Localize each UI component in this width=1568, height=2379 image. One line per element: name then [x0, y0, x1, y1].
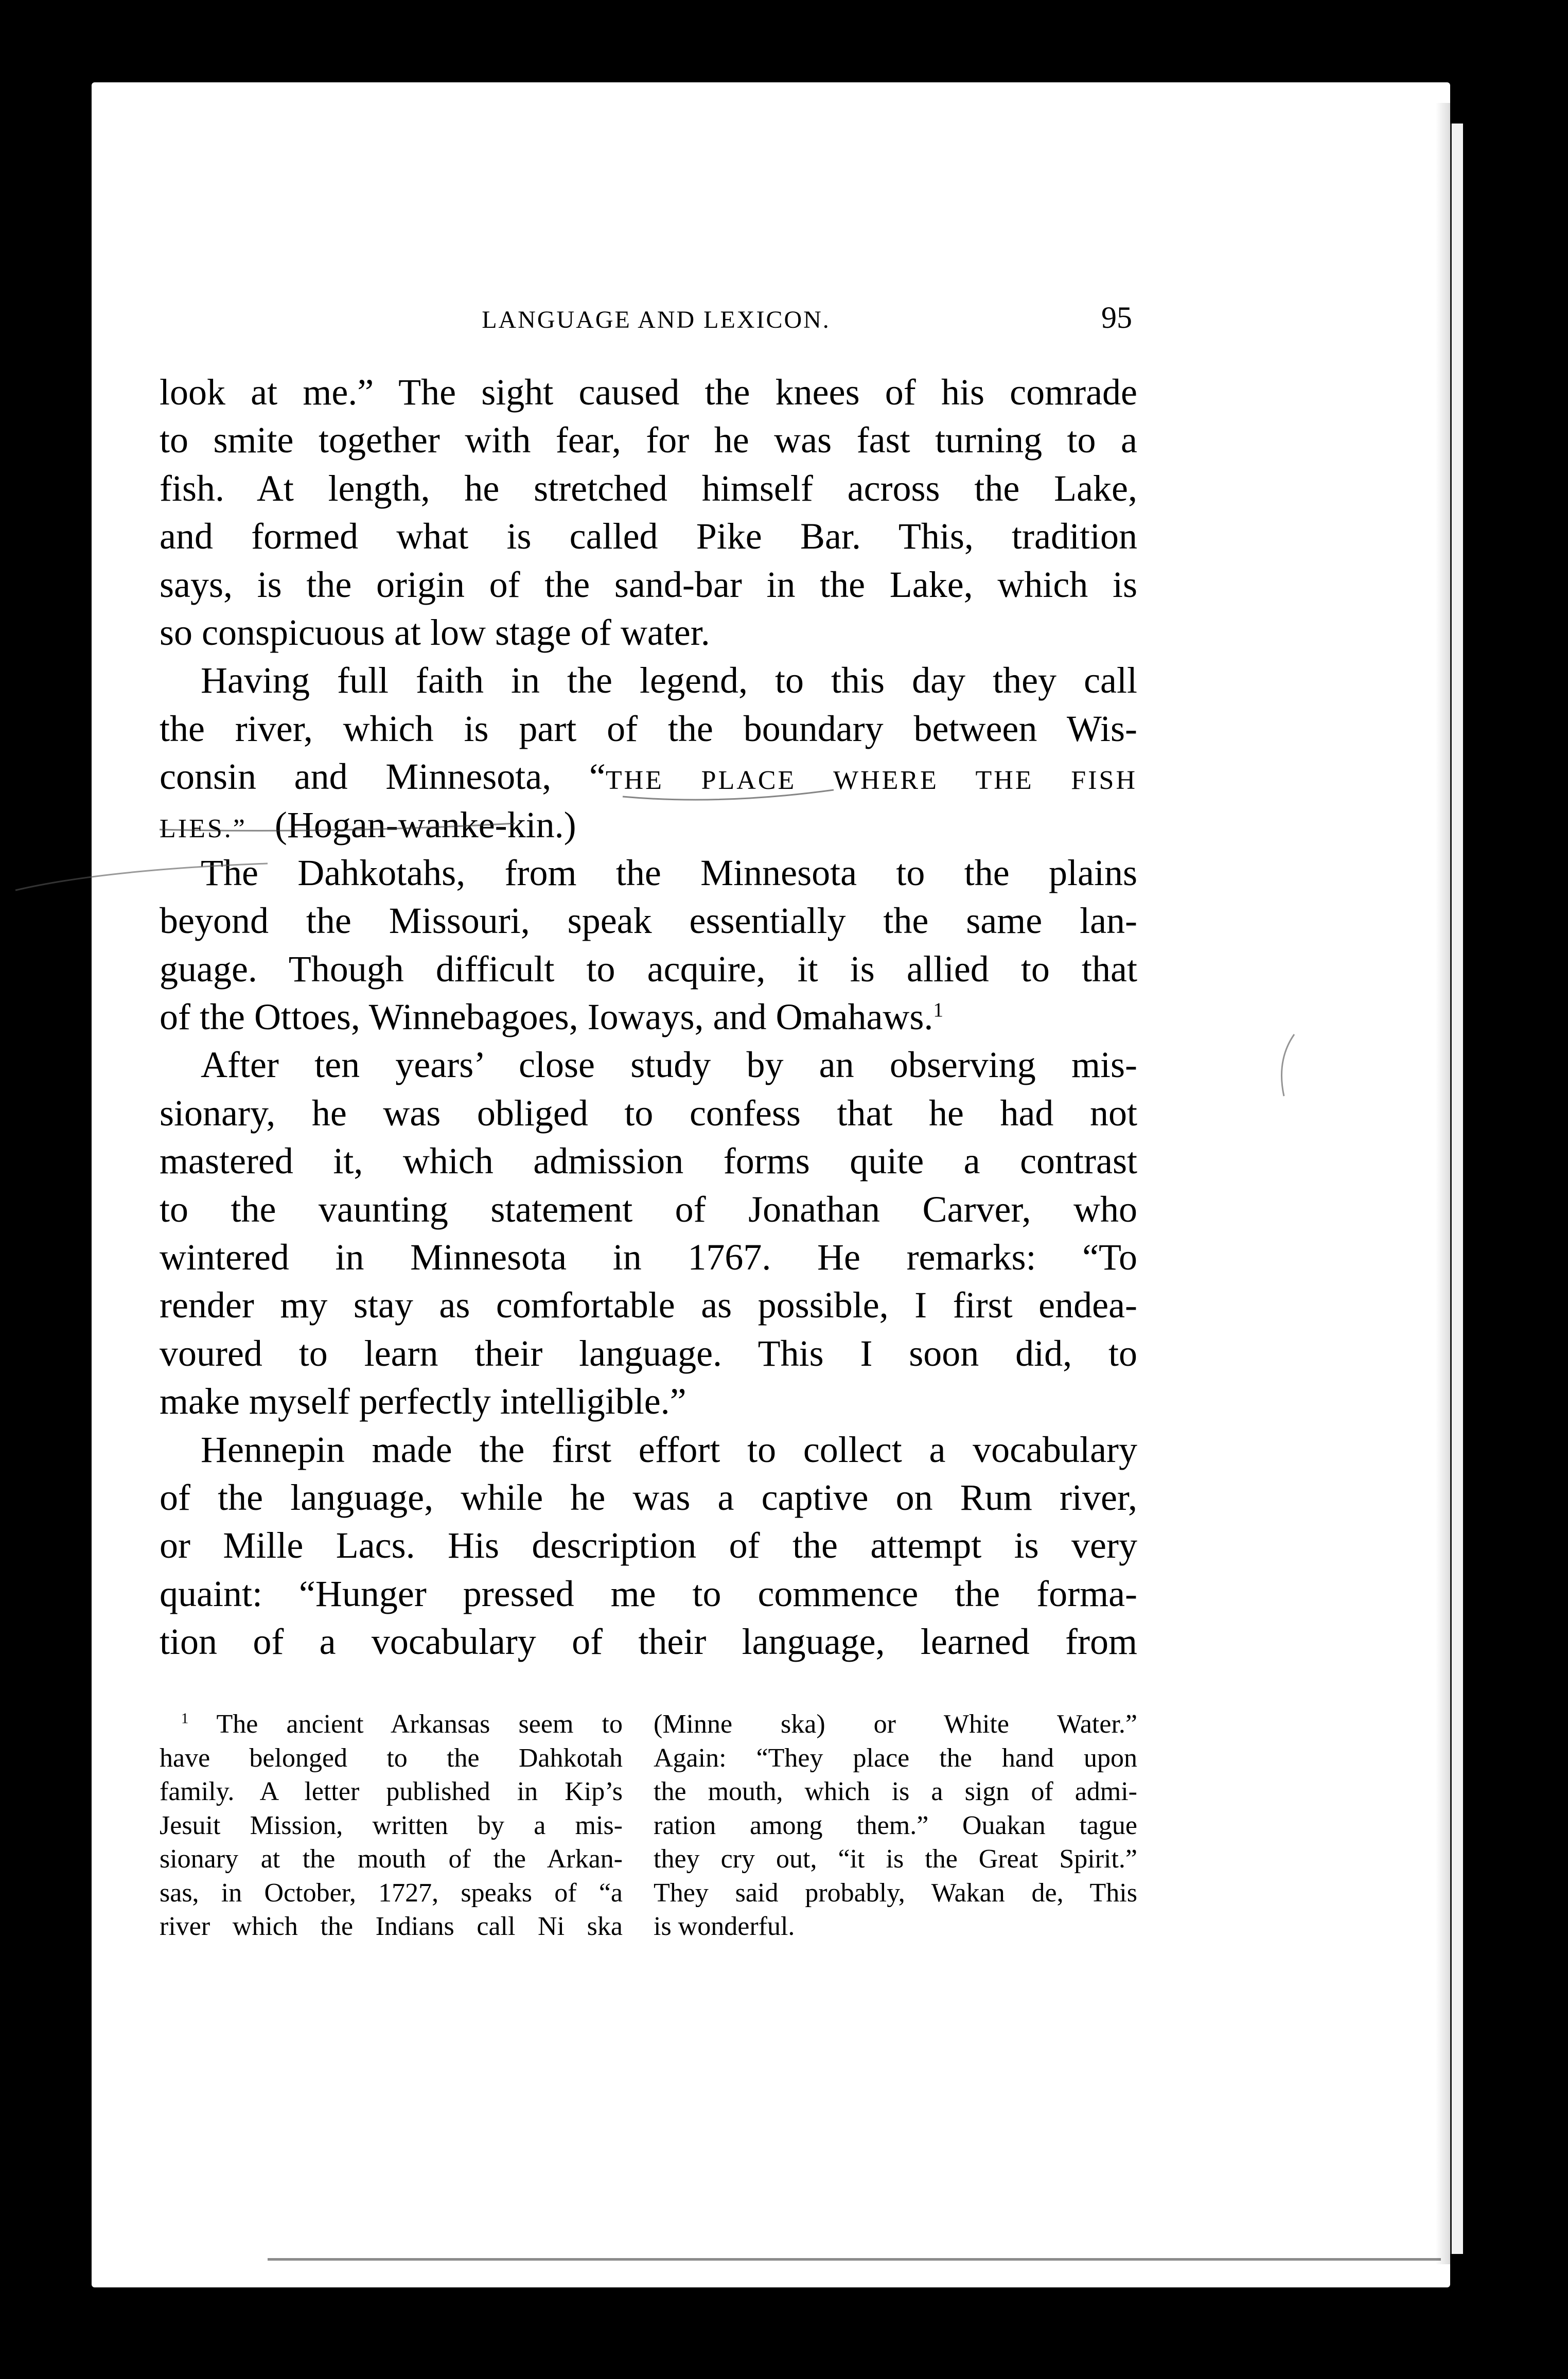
footnote-line: sas, in October, 1727, speaks of “a — [160, 1878, 623, 1908]
footnote-line: They said probably, Wakan de, This — [654, 1878, 1137, 1908]
footnote-line: is wonderful. — [654, 1912, 795, 1941]
footnote-line-text: The ancient Arkansas seem to — [188, 1710, 623, 1739]
body-line: wintered in Minnesota in 1767. He remarks: “To — [160, 1237, 1137, 1278]
body-line: After ten years’ close study by an observing mis- — [201, 1044, 1137, 1086]
book-edge — [1450, 124, 1463, 2254]
body-line: render my stay as comfortable as possible, I first endea- — [160, 1284, 1137, 1326]
footnote-ref: 1 — [933, 998, 944, 1021]
footnote-marker: 1 — [181, 1711, 189, 1727]
footnote-line: the mouth, which is a sign of admi- — [654, 1777, 1137, 1806]
body-line: quaint: “Hunger pressed me to commence the forma- — [160, 1573, 1137, 1614]
page-number: 95 — [1101, 301, 1132, 334]
body-line: look at me.” The sight caused the knees of his comrade — [160, 372, 1137, 413]
footnote-line: (Minne ska) or White Water.” — [654, 1710, 1137, 1739]
body-line: mastered it, which admission forms quite a contrast — [160, 1140, 1137, 1182]
footnote-line: ration among them.” Ouakan tague — [654, 1810, 1137, 1840]
body-line: sionary, he was obliged to confess that he had not — [160, 1092, 1137, 1134]
body-line: or Mille Lacs. His description of the attempt is very — [160, 1525, 1137, 1566]
body-line: Having full faith in the legend, to this day they call — [201, 660, 1137, 701]
footnote-line: Jesuit Mission, written by a mis- — [160, 1810, 623, 1840]
footnote-line: sionary at the mouth of the Arkan- — [160, 1844, 623, 1874]
body-text — [160, 368, 1137, 1665]
running-head-title: LANGUAGE AND LEXICON. — [482, 306, 831, 333]
body-line: says, is the origin of the sand-bar in the Lake, which is — [160, 563, 1137, 605]
footnotes — [160, 1707, 1137, 1975]
small-caps-word: LIES.” — [160, 814, 247, 843]
dakota-name: (Hogan-wanke-kin.) — [274, 804, 576, 845]
footnote-line: Again: “They place the hand upon — [654, 1743, 1137, 1773]
footnote-column-right — [654, 1707, 1137, 1944]
footnote-line: they cry out, “it is the Great Spirit.” — [654, 1844, 1137, 1874]
body-line: make myself perfectly intelligible.” — [160, 1381, 686, 1422]
body-line: to the vaunting statement of Jonathan Carver, who — [160, 1188, 1137, 1230]
body-line: to smite together with fear, for he was fast turning to a — [160, 419, 1137, 461]
page-edge-shade — [1436, 103, 1450, 2264]
running-head — [160, 299, 1153, 341]
footnote-line — [160, 1707, 623, 1741]
footnote-line: have belonged to the Dahkotah — [160, 1743, 623, 1773]
footnote-line: river which the Indians call Ni ska — [160, 1912, 623, 1941]
body-line-part: of the Ottoes, Winnebagoes, Ioways, and Omahaws. — [160, 996, 933, 1038]
body-line: tion of a vocabulary of their language, learned from — [160, 1621, 1137, 1663]
body-line-minnesota — [160, 753, 1137, 801]
body-line-lies — [160, 801, 1137, 849]
footnote-column-left — [160, 1707, 623, 1944]
bottom-edge-mark — [268, 2258, 1441, 2261]
body-line-part: consin and Minnesota, “ — [160, 756, 606, 798]
body-line: so conspicuous at low stage of water. — [160, 611, 710, 653]
footnote-line: family. A letter published in Kip’s — [160, 1777, 623, 1806]
body-line: Hennepin made the first effort to collect a vocabulary — [201, 1429, 1137, 1470]
body-line: guage. Though difficult to acquire, it is allied to that — [160, 948, 1137, 990]
small-caps-phrase: THE PLACE WHERE THE FISH — [605, 766, 1137, 796]
body-line: fish. At length, he stretched himself across the Lake, — [160, 467, 1137, 509]
body-line: and formed what is called Pike Bar. This, tradition — [160, 516, 1137, 557]
body-line: of the language, while he was a captive on Rum river, — [160, 1476, 1137, 1518]
body-line: beyond the Missouri, speak essentially the same lan- — [160, 900, 1137, 942]
body-line: the river, which is part of the boundary between Wis- — [160, 708, 1137, 749]
body-line: voured to learn their language. This I soon did, to — [160, 1332, 1137, 1374]
body-line: The Dahkotahs, from the Minnesota to the plains — [201, 852, 1137, 893]
body-line-omahaws — [160, 993, 1137, 1041]
